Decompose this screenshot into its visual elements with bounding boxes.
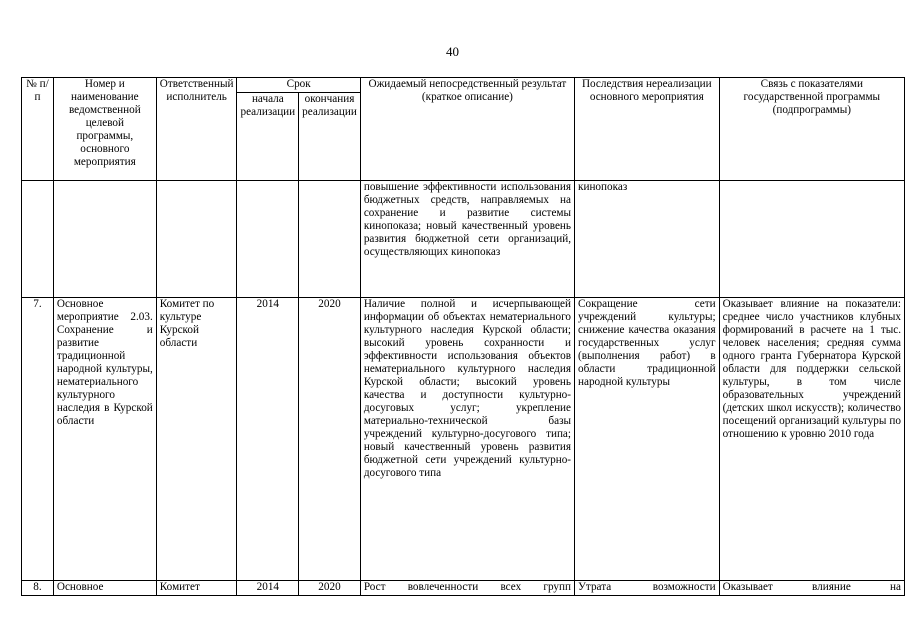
row-end: 2020 bbox=[299, 581, 361, 596]
header-end: окончания реализации bbox=[299, 93, 361, 181]
row-num: 7. bbox=[22, 298, 54, 581]
table-row bbox=[22, 581, 905, 596]
row-link: Оказывает влияние на bbox=[719, 581, 904, 596]
header-result: Ожидаемый непосредственный результат (краткое описание) bbox=[360, 78, 574, 181]
page-number: 40 bbox=[446, 44, 459, 59]
row-name bbox=[53, 181, 156, 298]
row-consequences: Сокращение сети учреждений культуры; снижение качества оказания государственных услуг (выполнения работ) в области традиционной народной культуры bbox=[575, 298, 720, 581]
table-row bbox=[22, 181, 905, 298]
header-link: Связь с показателями государственной программы (подпрограммы) bbox=[719, 78, 904, 181]
row-result: повышение эффективности использования бюджетных средств, направляемых на сохранение и развитие системы кинопоказа; новый качественный уровень развития бюджетной сети организаций, осуществляющих кинопоказ bbox=[360, 181, 574, 298]
row-result: Наличие полной и исчерпывающей информации об объектах нематериального культурного наследия Курской области; высокий уровень сохранности и эффективности использования объектов нематериального культурного наследия Курской области; высокий уровень качества и доступности культурно-досуговых услуг; укрепление материально-технической базы учреждений культурно-досугового типа; новый качественный уровень развития бюджетной сети учреждений культурно-досугового типа bbox=[360, 298, 574, 581]
row-result: Рост вовлеченности всех групп bbox=[360, 581, 574, 596]
row-num bbox=[22, 181, 54, 298]
row-responsible: Комитет по культуре Курской области bbox=[156, 298, 237, 581]
header-num: № п/п bbox=[22, 78, 54, 181]
row-start: 2014 bbox=[237, 298, 299, 581]
row-link bbox=[719, 181, 904, 298]
row-end bbox=[299, 181, 361, 298]
measures-table bbox=[21, 77, 905, 596]
header-term: Срок bbox=[237, 78, 360, 93]
row-num: 8. bbox=[22, 581, 54, 596]
row-responsible: Комитет bbox=[156, 581, 237, 596]
header-responsible: Ответственный исполнитель bbox=[156, 78, 237, 181]
row-end: 2020 bbox=[299, 298, 361, 581]
row-consequences: кинопоказ bbox=[575, 181, 720, 298]
row-name: Основное bbox=[53, 581, 156, 596]
row-responsible bbox=[156, 181, 237, 298]
row-start bbox=[237, 181, 299, 298]
row-start: 2014 bbox=[237, 581, 299, 596]
header-consequences: Последствия нереализации основного мероприятия bbox=[575, 78, 720, 181]
header-start: начала реализации bbox=[237, 93, 299, 181]
row-link: Оказывает влияние на показатели: среднее число участников клубных формирований в расчете на 1 тыс. человек населения; средняя сумма одного гранта Губернатора Курской области для поддержки сельской культуры, в том числе образовательных учреждений (детских школ искусств); количество посещений организаций культуры по отношению к уровню 2010 года bbox=[719, 298, 904, 581]
header-name: Номер и наименование ведомственной целевой программы, основного мероприятия bbox=[53, 78, 156, 181]
table-row bbox=[22, 298, 905, 581]
row-consequences: Утрата возможности bbox=[575, 581, 720, 596]
row-name: Основное мероприятие 2.03. Сохранение и развитие традиционной народной культуры, нематериального культурного наследия в Курской области bbox=[53, 298, 156, 581]
